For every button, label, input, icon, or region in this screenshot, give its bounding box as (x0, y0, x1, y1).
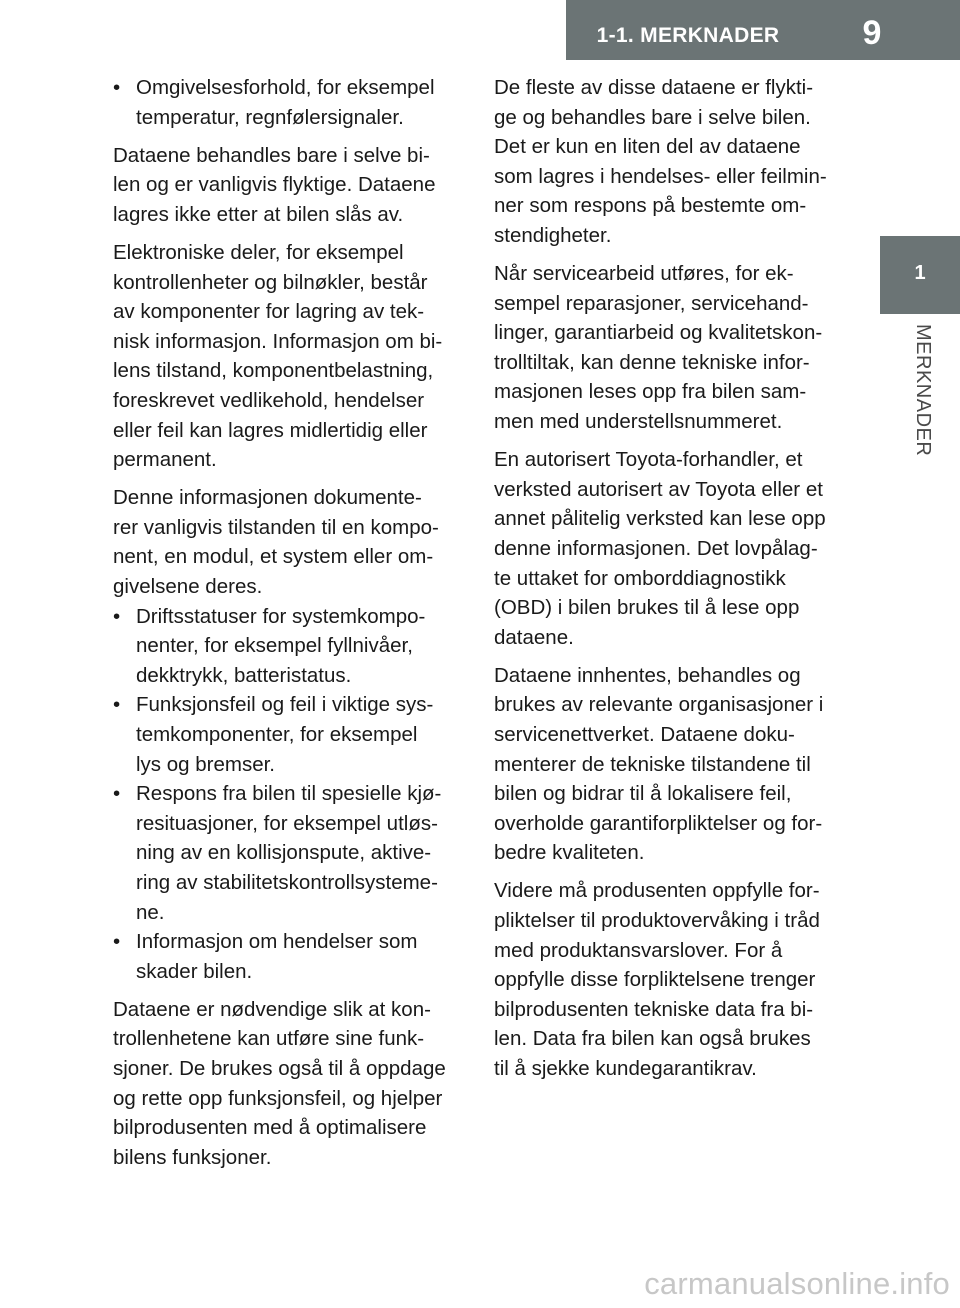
text-line: ning av en kollisjonspute, aktive- (136, 841, 432, 865)
text-line: lens tilstand, komponentbelastning, (113, 359, 434, 383)
text-line: nisk informasjon. Informasjon om bi- (113, 329, 443, 353)
text-line: trollenhetene kan utføre sine funk- (113, 1027, 425, 1051)
bullet-item (113, 73, 463, 132)
bullet-text (136, 602, 463, 691)
paragraph (494, 876, 844, 1083)
bullet-marker: • (113, 693, 121, 717)
text-line: servicenettverket. Dataene doku- (494, 722, 795, 746)
text-line: verksted autorisert av Toyota eller et (494, 477, 823, 501)
text-line: annet pålitelig verksted kan lese opp (494, 507, 826, 531)
text-line: men med understellsnummeret. (494, 410, 783, 434)
text-line: givelsene deres. (113, 575, 263, 598)
text-line: temperatur, regnfølersignaler. (136, 105, 404, 129)
paragraph (494, 259, 844, 437)
watermark[interactable]: carmanualsonline.info (644, 1266, 950, 1301)
text-line: bilprodusenten med å optimalisere (113, 1116, 427, 1140)
text-line: stendigheter. (494, 223, 612, 247)
text-line: trolltiltak, kan denne tekniske infor- (494, 350, 810, 374)
paragraph (113, 141, 463, 230)
text-line: med produktansvarslover. For å (494, 938, 783, 962)
text-line: resituasjoner, for eksempel utløs- (136, 811, 438, 835)
text-line: (OBD) i bilen brukes til å lese opp (494, 596, 800, 620)
bullet-item (113, 690, 463, 779)
text-line: rer vanligvis tilstanden til en kompo- (113, 515, 439, 539)
text-line: len. Data fra bilen kan også brukes (494, 1027, 811, 1051)
text-line: linger, garantiarbeid og kvalitetskon- (494, 321, 823, 345)
text-line: permanent. (113, 448, 217, 472)
bullet-marker: • (113, 930, 121, 954)
text-line: Driftsstatuser for systemkompo- (136, 604, 426, 628)
bullet-marker: • (113, 604, 121, 628)
text-line: av komponenter for lagring av tek- (113, 300, 425, 324)
text-line: masjonen leses opp fra bilen sam- (494, 380, 807, 404)
right-column (494, 73, 844, 1092)
text-line: dekktrykk, batteristatus. (136, 663, 352, 687)
text-line: nenter, for eksempel fyllnivåer, (136, 634, 413, 658)
text-line: De fleste av disse dataene er flykti- (494, 76, 814, 99)
text-line: denne informasjonen. Det lovpålag- (494, 536, 818, 560)
bullet-list (113, 73, 463, 132)
text-line: Elektroniske deler, for eksempel (113, 240, 404, 264)
bullet-item (113, 602, 463, 691)
text-line: bilen og bidrar til å lokalisere feil, (494, 782, 792, 806)
text-line: lagres ikke etter at bilen slås av. (113, 202, 404, 226)
text-line: Det er kun en liten del av dataene (494, 135, 801, 159)
text-line: bilprodusenten tekniske data fra bi- (494, 997, 814, 1021)
text-line: ge og behandles bare i selve bilen. (494, 105, 811, 129)
text-line: pliktelser til produktovervåking i tråd (494, 909, 820, 933)
text-line: Dataene behandles bare i selve bi- (113, 143, 430, 167)
text-line: overholde garantiforpliktelser og for- (494, 811, 823, 835)
bullet-list (113, 602, 463, 987)
text-line: En autorisert Toyota-forhandler, et (494, 448, 803, 472)
paragraph (494, 73, 844, 251)
paragraph (113, 238, 463, 475)
bullet-marker: • (113, 76, 121, 99)
text-line: til å sjekke kundegarantikrav. (494, 1057, 757, 1080)
bullet-marker: • (113, 782, 121, 806)
text-line: Dataene er nødvendige slik at kon- (113, 997, 431, 1021)
text-line: Videre må produsenten oppfylle for- (494, 879, 820, 903)
text-line: oppfylle disse forpliktelsene trenger (494, 968, 816, 992)
paragraph (494, 445, 844, 652)
text-line: kontrollenheter og bilnøkler, består (113, 270, 428, 294)
bullet-text (136, 779, 463, 927)
text-line: og rette opp funksjonsfeil, og hjelper (113, 1086, 443, 1110)
text-line: Omgivelsesforhold, for eksempel (136, 76, 435, 99)
paragraph (113, 483, 463, 601)
bullet-text (136, 73, 463, 132)
text-line: ring av stabilitetskontrollsysteme- (136, 870, 438, 894)
text-line: skader bilen. (136, 959, 253, 983)
text-line: Når servicearbeid utføres, for ek- (494, 262, 794, 286)
text-line: temkomponenter, for eksempel (136, 722, 418, 746)
text-line: bedre kvaliteten. (494, 841, 645, 865)
text-line: brukes av relevante organisasjoner i (494, 693, 824, 717)
text-line: foreskrevet vedlikehold, hendelser (113, 388, 425, 412)
text-line: dataene. (494, 625, 574, 649)
text-line: Respons fra bilen til spesielle kjø- (136, 782, 442, 806)
text-line: Denne informasjonen dokumente- (113, 486, 422, 510)
bullet-text (136, 927, 463, 986)
text-line: menterer de tekniske tilstandene til (494, 752, 811, 776)
text-line: eller feil kan lagres midlertidig eller (113, 418, 428, 442)
text-line: Dataene innhentes, behandles og (494, 663, 801, 687)
bullet-item (113, 927, 463, 986)
text-line: lys og bremser. (136, 752, 275, 776)
bullet-item (113, 779, 463, 927)
paragraph (494, 661, 844, 868)
text-line: nent, en modul, et system eller om- (113, 545, 434, 569)
page-number: 9 (862, 14, 882, 52)
paragraph (113, 995, 463, 1173)
text-line: bilens funksjoner. (113, 1145, 272, 1169)
text-line: sempel reparasjoner, servicehand- (494, 291, 809, 315)
text-line: ner som respons på bestemte om- (494, 194, 807, 218)
left-column (113, 73, 463, 1181)
text-line: Informasjon om hendelser som (136, 930, 418, 954)
text-line: sjoner. De brukes også til å oppdage (113, 1057, 446, 1080)
text-line: ne. (136, 900, 165, 924)
chapter-tab-label: MERKNADER (912, 324, 934, 457)
text-line: Funksjonsfeil og feil i viktige sys- (136, 693, 434, 717)
text-line: len og er vanligvis flyktige. Dataene (113, 173, 436, 197)
text-line: som lagres i hendelses- eller feilmin- (494, 164, 827, 188)
text-line: te uttaket for omborddiagnostikk (494, 566, 786, 590)
bullet-text (136, 690, 463, 779)
section-title: 1-1. MERKNADER (596, 24, 780, 47)
chapter-tab-number: 1 (914, 262, 926, 284)
